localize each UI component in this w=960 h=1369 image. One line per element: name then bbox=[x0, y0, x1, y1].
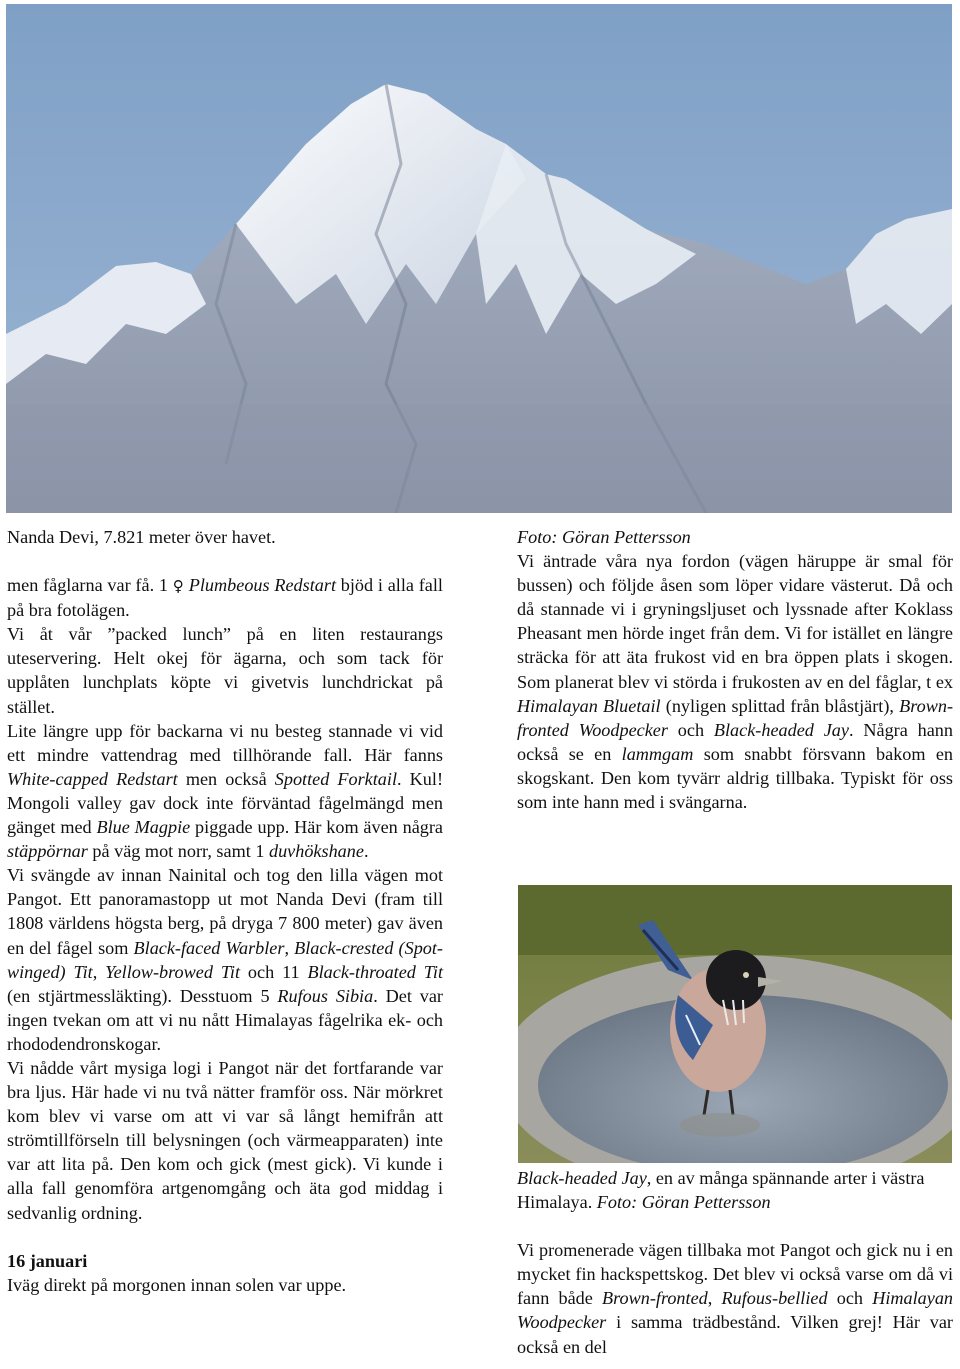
species-name: Plumbeous Redstart bbox=[188, 575, 336, 596]
text-run: Lite längre upp för backarna vi nu besteg stannade vi vid ett mindre vattendrag med tillhörande fall. Här fanns bbox=[7, 720, 443, 765]
text-run: (nyligen splittad från blåstjärt), bbox=[660, 695, 900, 716]
nanda-devi-photo bbox=[6, 4, 952, 513]
female-symbol: ♀ bbox=[172, 577, 184, 596]
text-run: på väg mot norr, samt 1 bbox=[87, 841, 269, 862]
text-run: piggade upp. Här kom även några bbox=[190, 817, 443, 838]
species-name: Black-faced Warbler bbox=[133, 937, 285, 958]
text-run: bjöd i alla fall på bra fotolägen. bbox=[7, 575, 443, 621]
species-name: White-capped Redstart bbox=[7, 768, 178, 789]
species-name: Rufous Sibia bbox=[277, 985, 374, 1006]
right-column bbox=[517, 525, 953, 814]
text-run: i samma trädbestånd. Vilken grej! Här var också en del bbox=[517, 1312, 953, 1357]
species-name: Blue Magpie bbox=[96, 817, 191, 838]
paragraph-3 bbox=[7, 719, 443, 864]
text-run: (en stjärtmessläkting). Desstuom 5 bbox=[7, 985, 278, 1006]
species-name: stäppörnar bbox=[7, 841, 88, 862]
text-run: och bbox=[827, 1288, 873, 1309]
species-name: Black-headed Jay bbox=[517, 1168, 647, 1188]
text-run: Vi svängde av innan Nainital och tog den lilla vägen mot Pangot. Ett panoramastopp ut mot Nanda Devi (fram till 1808 världens högsta berg, på dryga 7 800 meter) gav även en del fågel som bbox=[7, 865, 443, 958]
text-run: , bbox=[284, 937, 295, 958]
paragraph-1 bbox=[7, 573, 443, 622]
mountain-illustration bbox=[6, 4, 952, 513]
text-run: , en av många spännande arter i västra Himalaya. bbox=[517, 1168, 925, 1213]
jay-illustration bbox=[518, 885, 952, 1163]
paragraph-right-2 bbox=[517, 1238, 953, 1358]
text-run: Vi äntrade våra nya fordon (vägen häruppe är smal för bussen) och följde åsen som löper vidare västerut. Då och då stannade vi i gryningsljuset och lyssnade after Koklass Pheasant men hörde inget från dem. Vi for istället en längre sträcka för att äta frukost vid en bra öppen plats i skogen. Som planerat blev vi störda i frukosten av en del fåglar, t ex bbox=[517, 551, 953, 692]
paragraph-2: Vi åt vår ”packed lunch” på en liten restaurangs uteservering. Helt okej för ägarna, och som tack för upplåten lunchplats köpte vi givetvis lunchdrickat på stället. bbox=[7, 624, 443, 717]
paragraph-right-1 bbox=[517, 549, 953, 814]
paragraph-5: Vi nådde vårt mysiga logi i Pangot när det fortfarande var bra ljus. Här hade vi nu två nätter framför oss. När mörkret kom blev vi varse om att vi var så långt hemifrån att strömtillförseln till belysningen (och värmeapparaten) inte var att lita på. Den kom och gick (mest gick). Vi kunde i alla fall genomföra artgenomgång och äta god middag i sedvanlig ordning. bbox=[7, 1057, 443, 1223]
species-name: Himalayan Woodpecker bbox=[517, 1288, 954, 1333]
mountain-photo-caption: Nanda Devi, 7.821 meter över havet. bbox=[7, 527, 276, 547]
text-run: . bbox=[363, 841, 369, 862]
photo-credit: Foto: Göran Pettersson bbox=[517, 527, 691, 547]
paragraph-6: Iväg direkt på morgonen innan solen var uppe. bbox=[7, 1274, 347, 1295]
text-run: Vi promenerade vägen tillbaka mot Pangot och gick nu i en mycket fin hackspettskog. Det blev vi också varse om då vi fann både bbox=[517, 1240, 953, 1309]
date-heading: 16 januari bbox=[7, 1250, 88, 1271]
text-run: . Kul! Mongoli valley gav dock inte förväntad fågelmängd men gänget med bbox=[7, 768, 443, 838]
jay-caption-block bbox=[517, 1166, 953, 1359]
black-headed-jay-photo bbox=[518, 885, 952, 1163]
text-run: som snabbt försvann bakom en skogskant. Den kom tyvärr aldrig tillbaka. Typiskt för oss som inte hann med i svängarna. bbox=[517, 743, 954, 813]
species-name: Brown-fronted Woodpecker bbox=[517, 695, 953, 740]
species-name: lammgam bbox=[621, 743, 694, 764]
species-name: Rufous-bellied bbox=[721, 1288, 828, 1309]
photo-credit: Foto: Göran Pettersson bbox=[596, 1192, 771, 1213]
jay-photo-caption bbox=[517, 1166, 953, 1214]
species-name: Black-throated Tit bbox=[307, 961, 444, 982]
species-name: Yellow-browed Tit bbox=[105, 961, 241, 982]
text-run: och bbox=[667, 719, 714, 740]
text-run: och 11 bbox=[240, 961, 308, 982]
left-column bbox=[7, 525, 443, 1297]
species-name: Black-headed Jay bbox=[713, 719, 849, 740]
paragraph-4 bbox=[7, 863, 443, 1056]
text-run: , bbox=[92, 961, 106, 982]
species-name: Brown-fronted bbox=[602, 1288, 708, 1309]
species-name: Spotted Forktail bbox=[274, 768, 398, 789]
species-name: Black-crested (Spot-winged) Tit bbox=[7, 937, 443, 982]
text-run: , bbox=[707, 1288, 722, 1309]
text-run: . Några hann också se en bbox=[517, 719, 953, 764]
text-run: men också bbox=[177, 768, 275, 789]
species-name: duvhökshane bbox=[268, 841, 364, 862]
species-name: Himalayan Bluetail bbox=[517, 695, 661, 716]
text-run: . Det var ingen tvekan om att vi nu nått Himalayas fågelrika ek- och rhododendronskogar. bbox=[7, 985, 443, 1054]
text-run: men fåglarna var få. 1 bbox=[7, 575, 173, 596]
